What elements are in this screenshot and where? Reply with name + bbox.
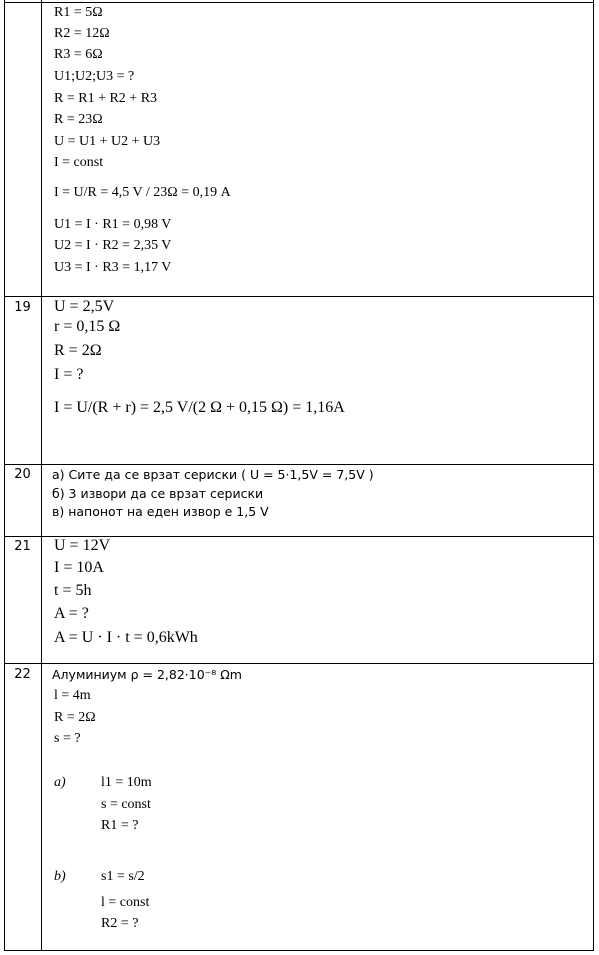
formula-line: R1 = 5Ω bbox=[54, 5, 103, 20]
formula-line: R2 = 12Ω bbox=[54, 26, 110, 41]
formula-line: R = 2Ω bbox=[54, 342, 102, 359]
formula-line: r = 0,15 Ω bbox=[54, 318, 121, 335]
formula-line: I = 10A bbox=[54, 559, 104, 576]
problem-number: 20 bbox=[14, 467, 31, 482]
row-divider bbox=[4, 296, 594, 297]
formula-line: A = U · I · t = 0,6kWh bbox=[54, 629, 198, 646]
formula-line: s1 = s/2 bbox=[101, 869, 145, 884]
table-border-top bbox=[4, 2, 594, 3]
formula-line: U = 12V bbox=[54, 537, 111, 554]
formula-line: R = R1 + R2 + R3 bbox=[54, 91, 158, 106]
solutions-table bbox=[4, 0, 594, 951]
formula-line: U1 = I · R1 = 0,98 V bbox=[54, 217, 172, 232]
table-border-bottom bbox=[4, 950, 594, 951]
formula-line: l1 = 10m bbox=[101, 775, 152, 790]
formula-line: U2 = I · R2 = 2,35 V bbox=[54, 238, 172, 253]
subpart-label: b) bbox=[54, 869, 66, 884]
formula-line: R = 2Ω bbox=[54, 710, 96, 725]
formula-line: U = 2,5V bbox=[54, 298, 115, 315]
table-border-right bbox=[593, 0, 594, 951]
formula-line: l = const bbox=[101, 895, 150, 910]
text-line: б) 3 извори да се врзат сериски bbox=[52, 486, 264, 501]
formula-line: R3 = 6Ω bbox=[54, 47, 103, 62]
formula-line: R = 23Ω bbox=[54, 112, 103, 127]
row-divider bbox=[4, 464, 594, 465]
formula-line: s = ? bbox=[54, 731, 81, 746]
row-divider bbox=[4, 663, 594, 664]
formula-line: I = ? bbox=[54, 366, 84, 383]
formula-line: U3 = I · R3 = 1,17 V bbox=[54, 260, 172, 275]
formula-line: R1 = ? bbox=[101, 818, 139, 833]
formula-line: t = 5h bbox=[54, 582, 92, 599]
problem-number: 19 bbox=[14, 300, 31, 315]
problem-number: 21 bbox=[14, 539, 31, 554]
column-divider bbox=[41, 0, 42, 951]
formula-line: l = 4m bbox=[54, 688, 91, 703]
formula-line: I = U/R = 4,5 V / 23Ω = 0,19 A bbox=[54, 185, 231, 200]
text-line: Алуминиум ρ = 2,82·10⁻⁸ Ωm bbox=[52, 667, 242, 682]
formula-line: I = U/(R + r) = 2,5 V/(2 Ω + 0,15 Ω) = 1,16A bbox=[54, 399, 345, 416]
formula-line: I = const bbox=[54, 155, 104, 170]
formula-line: A = ? bbox=[54, 605, 89, 622]
formula-line: s = const bbox=[101, 797, 151, 812]
formula-line: R2 = ? bbox=[101, 916, 139, 931]
problem-number: 22 bbox=[14, 667, 31, 682]
text-line: а) Сите да се врзат сериски ( U = 5·1,5V = 7,5V ) bbox=[52, 467, 374, 482]
subpart-label: a) bbox=[54, 775, 66, 790]
formula-line: U1;U2;U3 = ? bbox=[54, 69, 135, 84]
text-line: в) напонот на еден извор е 1,5 V bbox=[52, 504, 269, 519]
formula-line: U = U1 + U2 + U3 bbox=[54, 134, 161, 149]
